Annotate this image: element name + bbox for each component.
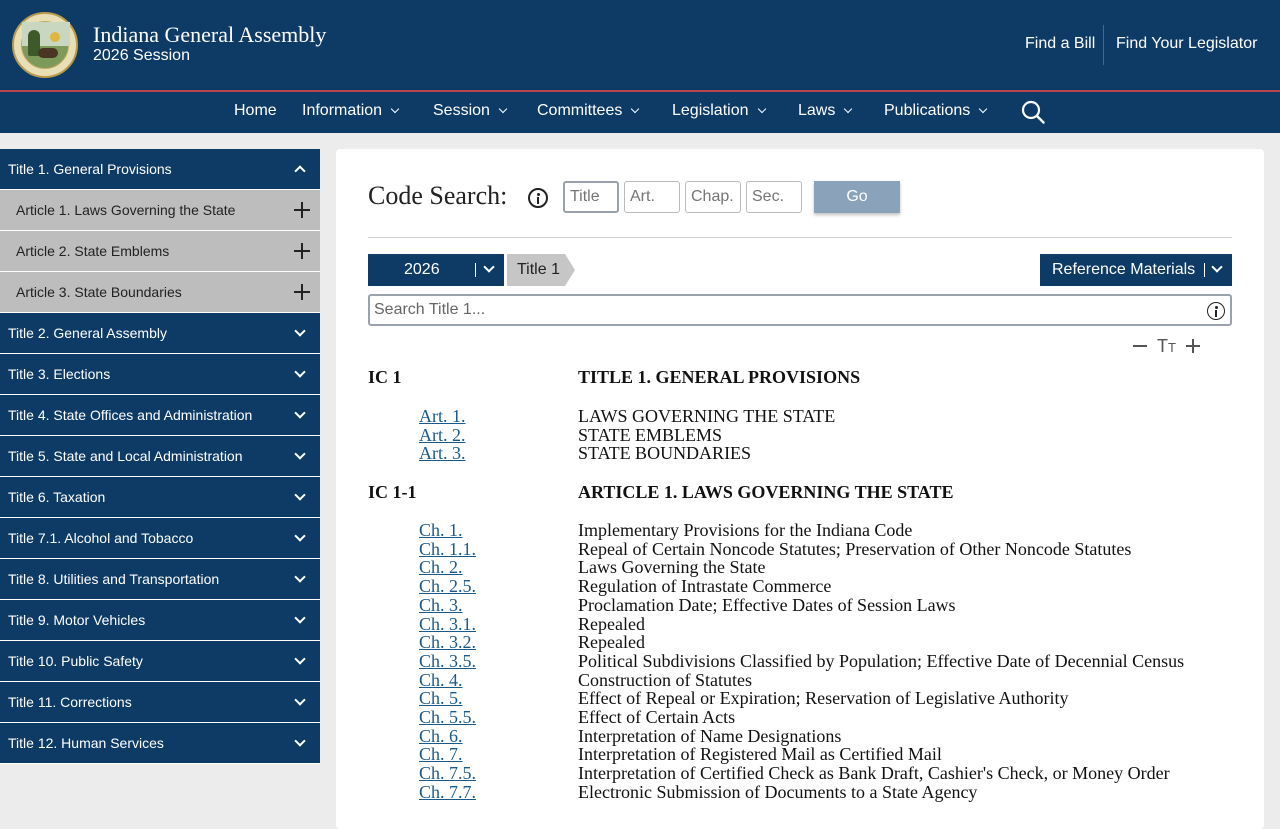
chapter-desc: Interpretation of Name Designations bbox=[578, 726, 842, 746]
sidebar-title-4[interactable] bbox=[0, 395, 320, 436]
chevron-down-icon bbox=[294, 407, 305, 418]
sidebar-title-7-1[interactable] bbox=[0, 518, 320, 559]
header-link-divider bbox=[1103, 25, 1104, 65]
chapter-link[interactable]: Ch. 3.5. bbox=[419, 651, 477, 671]
chapter-link[interactable]: Ch. 3.2. bbox=[419, 632, 477, 652]
article-link-3[interactable]: Art. 3. bbox=[419, 443, 466, 463]
code-section-input[interactable] bbox=[746, 181, 802, 213]
nav-committees[interactable] bbox=[537, 102, 638, 120]
sidebar-item-label: Title 1. General Provisions bbox=[8, 161, 172, 177]
article-link-1[interactable]: Art. 1. bbox=[419, 406, 466, 426]
go-button[interactable]: Go bbox=[814, 181, 900, 213]
chapter-desc: Effect of Repeal or Expiration; Reservation of Legislative Authority bbox=[578, 688, 1069, 708]
chevron-down-icon bbox=[294, 448, 305, 459]
chapter-desc: Proclamation Date; Effective Dates of Session Laws bbox=[578, 595, 956, 615]
sidebar-item-label: Title 12. Human Services bbox=[8, 735, 164, 751]
seal-emblem bbox=[21, 21, 69, 69]
sidebar-title-11[interactable] bbox=[0, 682, 320, 723]
section-divider bbox=[368, 237, 1232, 238]
article-desc: LAWS GOVERNING THE STATE bbox=[578, 406, 836, 426]
chapter-link[interactable]: Ch. 7. bbox=[419, 744, 463, 764]
chapter-desc: Repealed bbox=[578, 614, 645, 634]
plus-icon[interactable] bbox=[294, 202, 310, 218]
chapter-desc: Electronic Submission of Documents to a State Agency bbox=[578, 782, 978, 802]
sidebar-title-3[interactable] bbox=[0, 354, 320, 395]
select-divider bbox=[475, 263, 476, 277]
title-search-input[interactable] bbox=[368, 294, 1232, 326]
title-code: IC 1 bbox=[368, 367, 402, 387]
chevron-down-icon bbox=[294, 530, 305, 541]
chevron-down-icon bbox=[631, 105, 639, 113]
info-icon[interactable] bbox=[528, 188, 548, 208]
nav-label: Laws bbox=[798, 102, 836, 119]
chapter-desc: Repeal of Certain Noncode Statutes; Preservation of Other Noncode Statutes bbox=[578, 539, 1132, 559]
code-chapter-input[interactable] bbox=[685, 181, 741, 213]
nav-label: Publications bbox=[884, 102, 971, 119]
sidebar-title-8[interactable] bbox=[0, 559, 320, 600]
chapter-desc: Interpretation of Certified Check as Bank Draft, Cashier's Check, or Money Order bbox=[578, 763, 1170, 783]
chapter-desc: Implementary Provisions for the Indiana Code bbox=[578, 520, 913, 540]
find-bill-link[interactable]: Find a Bill bbox=[1025, 35, 1096, 52]
sidebar-item-label: Article 3. State Boundaries bbox=[16, 284, 182, 300]
code-title-input[interactable] bbox=[563, 181, 619, 213]
article-desc: STATE BOUNDARIES bbox=[578, 443, 752, 463]
chapter-link[interactable]: Ch. 2.5. bbox=[419, 576, 477, 596]
breadcrumb-title[interactable] bbox=[507, 254, 567, 286]
plus-icon[interactable] bbox=[294, 243, 310, 259]
chevron-down-icon bbox=[294, 571, 305, 582]
session-label: 2026 Session bbox=[93, 47, 190, 64]
sidebar-item-label: Title 9. Motor Vehicles bbox=[8, 612, 146, 628]
increase-font-icon[interactable] bbox=[1186, 339, 1200, 353]
chapter-link[interactable]: Ch. 6. bbox=[419, 726, 463, 746]
chevron-down-icon bbox=[294, 325, 305, 336]
sidebar-item-label: Article 2. State Emblems bbox=[16, 243, 170, 259]
nav-home[interactable] bbox=[234, 102, 277, 120]
code-article-input[interactable] bbox=[624, 181, 680, 213]
chevron-down-icon bbox=[294, 366, 305, 377]
nav-label: Legislation bbox=[672, 102, 749, 119]
chapter-link[interactable]: Ch. 4. bbox=[419, 670, 463, 690]
chevron-down-icon bbox=[294, 735, 305, 746]
sidebar-article-3[interactable] bbox=[0, 272, 320, 313]
reference-materials-select[interactable] bbox=[1040, 254, 1232, 286]
chevron-down-icon bbox=[844, 105, 852, 113]
article-desc: STATE EMBLEMS bbox=[578, 425, 723, 445]
magnifier-icon[interactable] bbox=[1021, 100, 1045, 124]
chapter-link[interactable]: Ch. 1. bbox=[419, 520, 463, 540]
breadcrumb-label: Title 1 bbox=[517, 261, 560, 278]
chevron-down-icon bbox=[979, 105, 987, 113]
decrease-font-icon[interactable] bbox=[1133, 345, 1147, 347]
sidebar-title-10[interactable] bbox=[0, 641, 320, 682]
chevron-down-icon bbox=[499, 105, 507, 113]
article-heading: ARTICLE 1. LAWS GOVERNING THE STATE bbox=[578, 482, 954, 502]
sidebar-title-9[interactable] bbox=[0, 600, 320, 641]
chapter-desc: Repealed bbox=[578, 632, 645, 652]
chapter-desc: Laws Governing the State bbox=[578, 557, 766, 577]
nav-label: Session bbox=[433, 102, 490, 119]
sidebar-item-label: Title 7.1. Alcohol and Tobacco bbox=[8, 530, 194, 546]
chevron-up-icon bbox=[294, 165, 305, 176]
seal-sun bbox=[50, 32, 60, 42]
code-panel bbox=[336, 149, 1264, 829]
sidebar-title-1[interactable] bbox=[0, 149, 320, 190]
chevron-down-icon bbox=[294, 653, 305, 664]
sidebar-item-label: Title 8. Utilities and Transportation bbox=[8, 571, 220, 587]
nav-label: Information bbox=[302, 102, 383, 119]
title-sidebar bbox=[0, 149, 320, 751]
chapter-link[interactable]: Ch. 3. bbox=[419, 595, 463, 615]
nav-label: Home bbox=[234, 102, 277, 119]
site-header bbox=[0, 0, 1280, 90]
chapter-link[interactable]: Ch. 7.7. bbox=[419, 782, 477, 802]
sidebar-title-2[interactable] bbox=[0, 313, 320, 354]
chapter-desc: Construction of Statutes bbox=[578, 670, 752, 690]
chapter-desc: Interpretation of Registered Mail as Certified Mail bbox=[578, 744, 942, 764]
chapter-desc: Effect of Certain Acts bbox=[578, 707, 736, 727]
chevron-down-icon bbox=[757, 105, 765, 113]
nav-publications[interactable] bbox=[884, 102, 986, 120]
title-heading: TITLE 1. GENERAL PROVISIONS bbox=[578, 367, 861, 387]
chevron-down-icon bbox=[294, 489, 305, 500]
chapter-desc: Regulation of Intrastate Commerce bbox=[578, 576, 832, 596]
year-value: 2026 bbox=[404, 261, 440, 278]
article-link-2[interactable]: Art. 2. bbox=[419, 425, 466, 445]
chapter-link[interactable]: Ch. 2. bbox=[419, 557, 463, 577]
state-seal-logo[interactable] bbox=[12, 12, 78, 78]
nav-label: Committees bbox=[537, 102, 623, 119]
sidebar-item-label: Article 1. Laws Governing the State bbox=[16, 202, 236, 218]
reference-label: Reference Materials bbox=[1052, 261, 1196, 278]
chapter-link[interactable]: Ch. 5. bbox=[419, 688, 463, 708]
article-code: IC 1-1 bbox=[368, 482, 417, 502]
font-size-icon[interactable]: TT bbox=[1157, 336, 1176, 356]
chapter-link[interactable]: Ch. 7.5. bbox=[419, 763, 477, 783]
year-select[interactable] bbox=[368, 254, 504, 286]
sidebar-item-label: Title 6. Taxation bbox=[8, 489, 106, 505]
find-legislator-link[interactable]: Find Your Legislator bbox=[1116, 35, 1258, 52]
sidebar-title-6[interactable] bbox=[0, 477, 320, 518]
chevron-down-icon bbox=[391, 105, 399, 113]
main-nav bbox=[0, 92, 1280, 133]
breadcrumb-arrow bbox=[565, 254, 575, 286]
sidebar-item-label: Title 4. State Offices and Administration bbox=[8, 407, 253, 423]
select-divider bbox=[1204, 263, 1205, 277]
sidebar-item-label: Title 10. Public Safety bbox=[8, 653, 143, 669]
sidebar-item-label: Title 3. Elections bbox=[8, 366, 111, 382]
chapter-link[interactable]: Ch. 3.1. bbox=[419, 614, 477, 634]
sidebar-title-5[interactable] bbox=[0, 436, 320, 477]
sidebar-article-2[interactable] bbox=[0, 231, 320, 272]
site-title[interactable]: Indiana General Assembly bbox=[93, 22, 327, 47]
plus-icon[interactable] bbox=[294, 284, 310, 300]
sidebar-title-12[interactable] bbox=[0, 723, 320, 764]
chevron-down-icon bbox=[483, 261, 494, 272]
sidebar-item-label: Title 11. Corrections bbox=[8, 694, 132, 710]
chapter-desc: Political Subdivisions Classified by Population; Effective Date of Decennial Census bbox=[578, 651, 1185, 671]
nav-laws[interactable] bbox=[798, 102, 851, 120]
code-search-label: Code Search: bbox=[368, 181, 508, 210]
nav-information[interactable] bbox=[302, 102, 398, 120]
search-info-icon[interactable] bbox=[1207, 302, 1225, 320]
seal-bison bbox=[38, 48, 58, 58]
sidebar-item-label: Title 2. General Assembly bbox=[8, 325, 167, 341]
chapter-link[interactable]: Ch. 5.5. bbox=[419, 707, 477, 727]
nav-session[interactable] bbox=[433, 102, 506, 120]
sidebar-item-label: Title 5. State and Local Administration bbox=[8, 448, 243, 464]
chevron-down-icon bbox=[1211, 261, 1222, 272]
chevron-down-icon bbox=[294, 612, 305, 623]
chevron-down-icon bbox=[294, 694, 305, 705]
nav-legislation[interactable] bbox=[672, 102, 765, 120]
font-size-icon-small: T bbox=[1168, 340, 1176, 355]
chapter-link[interactable]: Ch. 1.1. bbox=[419, 539, 477, 559]
sidebar-article-1[interactable] bbox=[0, 190, 320, 231]
